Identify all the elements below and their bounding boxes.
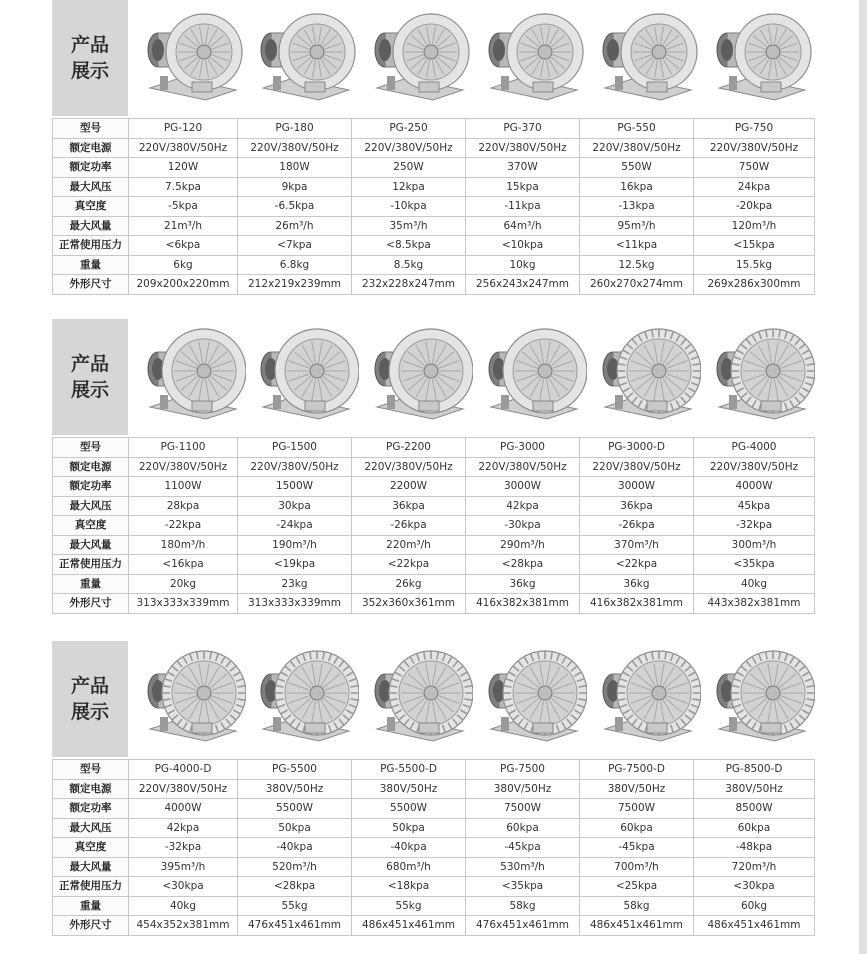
row-header: 真空度 [53, 838, 129, 858]
table-cell: -20kpa [694, 197, 815, 217]
table-row [53, 535, 815, 555]
table-cell: -48kpa [694, 838, 815, 858]
table-cell: <35kpa [466, 877, 580, 897]
table-cell: 64m³/h [466, 216, 580, 236]
table-cell: 15.5kg [694, 255, 815, 275]
row-header: 外形尺寸 [53, 916, 129, 936]
row-header: 最大风压 [53, 177, 129, 197]
table-cell: 380V/50Hz [466, 779, 580, 799]
table-cell: PG-120 [129, 119, 238, 139]
row-header: 最大风压 [53, 496, 129, 516]
table-cell: <19kpa [238, 555, 352, 575]
table-row [53, 216, 815, 236]
table-cell: <6kpa [129, 236, 238, 256]
table-cell: 20kg [129, 574, 238, 594]
table-cell: 55kg [238, 896, 352, 916]
table-cell: -32kpa [694, 516, 815, 536]
table-cell: 720m³/h [694, 857, 815, 877]
table-row [53, 197, 815, 217]
row-header: 型号 [53, 438, 129, 458]
blower-icon [705, 4, 815, 112]
row-header: 正常使用压力 [53, 236, 129, 256]
table-cell: 7.5kpa [129, 177, 238, 197]
table-cell: -11kpa [466, 197, 580, 217]
row-header: 额定电源 [53, 138, 129, 158]
blower-image [249, 323, 359, 431]
table-cell: 476x451x461mm [238, 916, 352, 936]
table-cell: 42kpa [129, 818, 238, 838]
table-cell: 26kg [352, 574, 466, 594]
table-cell: <10kpa [466, 236, 580, 256]
table-row [53, 916, 815, 936]
table-row [53, 555, 815, 575]
table-cell: <30kpa [129, 877, 238, 897]
table-cell: 220V/380V/50Hz [580, 138, 694, 158]
row-header: 最大风量 [53, 216, 129, 236]
blower-image [136, 323, 246, 431]
table-cell: 256x243x247mm [466, 275, 580, 295]
table-cell: <15kpa [694, 236, 815, 256]
table-cell: 232x228x247mm [352, 275, 466, 295]
table-cell: 530m³/h [466, 857, 580, 877]
table-cell: -26kpa [352, 516, 466, 536]
row-header: 真空度 [53, 516, 129, 536]
table-cell: 42kpa [466, 496, 580, 516]
table-cell: 3000W [466, 477, 580, 497]
table-cell: 4000W [694, 477, 815, 497]
table-cell: 40kg [129, 896, 238, 916]
product-block-3 [52, 641, 814, 936]
table-cell: 220V/380V/50Hz [129, 138, 238, 158]
table-cell: 212x219x239mm [238, 275, 352, 295]
page-edge-bar [859, 0, 867, 954]
table-cell: 2200W [352, 477, 466, 497]
table-cell: 300m³/h [694, 535, 815, 555]
blower-image [363, 323, 473, 431]
blower-icon [705, 645, 815, 753]
table-row [53, 158, 815, 178]
table-cell: 35m³/h [352, 216, 466, 236]
table-cell: 26m³/h [238, 216, 352, 236]
table-row [53, 594, 815, 614]
table-cell: PG-750 [694, 119, 815, 139]
table-cell: PG-1500 [238, 438, 352, 458]
table-cell: 520m³/h [238, 857, 352, 877]
row-header: 正常使用压力 [53, 555, 129, 575]
spec-table [52, 437, 815, 614]
table-row [53, 477, 815, 497]
table-cell: 60kpa [694, 818, 815, 838]
table-cell: 36kg [466, 574, 580, 594]
row-header: 型号 [53, 119, 129, 139]
table-cell: <22kpa [580, 555, 694, 575]
table-cell: PG-370 [466, 119, 580, 139]
table-cell: 55kg [352, 896, 466, 916]
table-cell: <18kpa [352, 877, 466, 897]
product-image-row [52, 641, 814, 759]
table-cell: 416x382x381mm [580, 594, 694, 614]
table-cell: 9kpa [238, 177, 352, 197]
table-row [53, 760, 815, 780]
blower-icon [705, 323, 815, 431]
table-cell: -10kpa [352, 197, 466, 217]
blower-icon [477, 645, 587, 753]
table-cell: 416x382x381mm [466, 594, 580, 614]
table-cell: 220V/380V/50Hz [694, 138, 815, 158]
table-cell: 23kg [238, 574, 352, 594]
row-header: 型号 [53, 760, 129, 780]
blower-image [136, 645, 246, 753]
table-cell: 60kg [694, 896, 815, 916]
table-row [53, 236, 815, 256]
blower-image [591, 645, 701, 753]
blower-image [705, 323, 815, 431]
row-header: 额定功率 [53, 799, 129, 819]
table-row [53, 119, 815, 139]
blower-image [249, 645, 359, 753]
table-cell: 12.5kg [580, 255, 694, 275]
blower-icon [136, 645, 246, 753]
table-cell: 220V/380V/50Hz [694, 457, 815, 477]
row-header: 最大风量 [53, 535, 129, 555]
table-cell: 220m³/h [352, 535, 466, 555]
table-row [53, 275, 815, 295]
table-cell: 30kpa [238, 496, 352, 516]
table-cell: 7500W [466, 799, 580, 819]
table-cell: -40kpa [238, 838, 352, 858]
table-cell: 36kpa [580, 496, 694, 516]
table-row [53, 857, 815, 877]
spec-table [52, 759, 815, 936]
table-cell: 220V/380V/50Hz [352, 138, 466, 158]
blower-image [363, 4, 473, 112]
product-display-label [52, 0, 128, 116]
table-cell: 220V/380V/50Hz [129, 779, 238, 799]
blower-icon [249, 4, 359, 112]
row-header: 额定功率 [53, 477, 129, 497]
table-cell: 680m³/h [352, 857, 466, 877]
table-cell: 260x270x274mm [580, 275, 694, 295]
blower-image [477, 4, 587, 112]
table-cell: <22kpa [352, 555, 466, 575]
row-header: 重量 [53, 896, 129, 916]
product-block-2 [52, 319, 814, 614]
table-row [53, 177, 815, 197]
blower-icon [591, 323, 701, 431]
row-header: 最大风量 [53, 857, 129, 877]
table-cell: 6kg [129, 255, 238, 275]
table-cell: 60kpa [580, 818, 694, 838]
table-cell: 1100W [129, 477, 238, 497]
row-header: 外形尺寸 [53, 275, 129, 295]
table-cell: 443x382x381mm [694, 594, 815, 614]
table-cell: PG-7500-D [580, 760, 694, 780]
table-cell: 454x352x381mm [129, 916, 238, 936]
label-text: 产品 展示 [70, 353, 109, 401]
table-cell: <11kpa [580, 236, 694, 256]
table-cell: PG-550 [580, 119, 694, 139]
table-cell: 4000W [129, 799, 238, 819]
table-cell: PG-7500 [466, 760, 580, 780]
blower-icon [477, 4, 587, 112]
blower-icon [477, 323, 587, 431]
table-cell: 220V/380V/50Hz [580, 457, 694, 477]
table-cell: -5kpa [129, 197, 238, 217]
product-block-1 [52, 0, 814, 295]
spec-table [52, 118, 815, 295]
table-cell: 6.8kg [238, 255, 352, 275]
table-cell: 380V/50Hz [580, 779, 694, 799]
table-cell: -6.5kpa [238, 197, 352, 217]
table-cell: 12kpa [352, 177, 466, 197]
table-cell: 50kpa [238, 818, 352, 838]
label-text: 产品 展示 [70, 34, 109, 82]
blower-image [705, 4, 815, 112]
table-cell: <7kpa [238, 236, 352, 256]
table-cell: 700m³/h [580, 857, 694, 877]
row-header: 重量 [53, 574, 129, 594]
row-header: 额定电源 [53, 457, 129, 477]
table-cell: 36kpa [352, 496, 466, 516]
table-cell: 5500W [238, 799, 352, 819]
table-cell: 3000W [580, 477, 694, 497]
row-header: 最大风压 [53, 818, 129, 838]
table-cell: -45kpa [580, 838, 694, 858]
table-cell: <30kpa [694, 877, 815, 897]
table-cell: PG-1100 [129, 438, 238, 458]
table-cell: 36kg [580, 574, 694, 594]
blower-icon [363, 645, 473, 753]
row-header: 额定功率 [53, 158, 129, 178]
table-cell: 1500W [238, 477, 352, 497]
table-cell: 209x200x220mm [129, 275, 238, 295]
label-text: 产品 展示 [70, 675, 109, 723]
table-cell: 28kpa [129, 496, 238, 516]
table-cell: 220V/380V/50Hz [238, 138, 352, 158]
blower-image [249, 4, 359, 112]
table-cell: 750W [694, 158, 815, 178]
blower-icon [136, 4, 246, 112]
row-header: 外形尺寸 [53, 594, 129, 614]
table-cell: 352x360x361mm [352, 594, 466, 614]
row-header: 真空度 [53, 197, 129, 217]
table-row [53, 799, 815, 819]
blower-image [136, 4, 246, 112]
blower-icon [249, 323, 359, 431]
table-cell: 395m³/h [129, 857, 238, 877]
table-row [53, 779, 815, 799]
table-cell: 370m³/h [580, 535, 694, 555]
table-cell: 120m³/h [694, 216, 815, 236]
blower-image [591, 323, 701, 431]
table-cell: 380V/50Hz [238, 779, 352, 799]
table-cell: 220V/380V/50Hz [352, 457, 466, 477]
table-cell: 290m³/h [466, 535, 580, 555]
table-cell: <25kpa [580, 877, 694, 897]
table-cell: -26kpa [580, 516, 694, 536]
table-cell: 180W [238, 158, 352, 178]
table-cell: 8500W [694, 799, 815, 819]
table-cell: 486x451x461mm [694, 916, 815, 936]
table-cell: 24kpa [694, 177, 815, 197]
table-cell: PG-180 [238, 119, 352, 139]
table-cell: 7500W [580, 799, 694, 819]
product-display-label [52, 319, 128, 435]
table-cell: 120W [129, 158, 238, 178]
table-cell: 15kpa [466, 177, 580, 197]
table-cell: -24kpa [238, 516, 352, 536]
table-cell: PG-3000 [466, 438, 580, 458]
table-cell: 476x451x461mm [466, 916, 580, 936]
table-cell: 180m³/h [129, 535, 238, 555]
table-cell: 50kpa [352, 818, 466, 838]
table-row [53, 574, 815, 594]
table-row [53, 457, 815, 477]
table-cell: 220V/380V/50Hz [129, 457, 238, 477]
table-cell: -22kpa [129, 516, 238, 536]
table-cell: 220V/380V/50Hz [466, 457, 580, 477]
table-cell: 95m³/h [580, 216, 694, 236]
table-cell: PG-4000-D [129, 760, 238, 780]
table-cell: -32kpa [129, 838, 238, 858]
table-cell: PG-4000 [694, 438, 815, 458]
table-cell: <8.5kpa [352, 236, 466, 256]
table-cell: 380V/50Hz [352, 779, 466, 799]
table-row [53, 877, 815, 897]
table-cell: 5500W [352, 799, 466, 819]
table-cell: 220V/380V/50Hz [466, 138, 580, 158]
blower-image [705, 645, 815, 753]
table-cell: 58kg [466, 896, 580, 916]
table-cell: 250W [352, 158, 466, 178]
table-row [53, 818, 815, 838]
table-cell: 313x333x339mm [129, 594, 238, 614]
table-cell: 190m³/h [238, 535, 352, 555]
table-cell: 313x333x339mm [238, 594, 352, 614]
table-cell: 380V/50Hz [694, 779, 815, 799]
blower-icon [136, 323, 246, 431]
blower-image [591, 4, 701, 112]
table-cell: 220V/380V/50Hz [238, 457, 352, 477]
blower-image [363, 645, 473, 753]
table-row [53, 438, 815, 458]
table-cell: <35kpa [694, 555, 815, 575]
table-cell: 269x286x300mm [694, 275, 815, 295]
row-header: 额定电源 [53, 779, 129, 799]
product-display-label [52, 641, 128, 757]
table-cell: 16kpa [580, 177, 694, 197]
table-cell: PG-3000-D [580, 438, 694, 458]
table-cell: -45kpa [466, 838, 580, 858]
product-image-row [52, 319, 814, 437]
table-cell: 486x451x461mm [580, 916, 694, 936]
table-cell: 8.5kg [352, 255, 466, 275]
table-cell: 40kg [694, 574, 815, 594]
table-cell: 58kg [580, 896, 694, 916]
table-cell: 60kpa [466, 818, 580, 838]
product-image-row [52, 0, 814, 118]
blower-icon [363, 4, 473, 112]
table-cell: -30kpa [466, 516, 580, 536]
table-cell: PG-5500-D [352, 760, 466, 780]
blower-icon [363, 323, 473, 431]
row-header: 重量 [53, 255, 129, 275]
table-row [53, 838, 815, 858]
table-row [53, 496, 815, 516]
table-row [53, 516, 815, 536]
table-cell: 45kpa [694, 496, 815, 516]
blower-icon [249, 645, 359, 753]
blower-image [477, 323, 587, 431]
blower-icon [591, 645, 701, 753]
table-cell: 370W [466, 158, 580, 178]
table-cell: -13kpa [580, 197, 694, 217]
row-header: 正常使用压力 [53, 877, 129, 897]
table-cell: 486x451x461mm [352, 916, 466, 936]
table-cell: PG-250 [352, 119, 466, 139]
table-cell: 10kg [466, 255, 580, 275]
table-row [53, 138, 815, 158]
table-cell: <28kpa [466, 555, 580, 575]
table-cell: 21m³/h [129, 216, 238, 236]
table-cell: <16kpa [129, 555, 238, 575]
table-cell: PG-8500-D [694, 760, 815, 780]
table-cell: -40kpa [352, 838, 466, 858]
table-row [53, 255, 815, 275]
blower-image [477, 645, 587, 753]
table-row [53, 896, 815, 916]
table-cell: PG-2200 [352, 438, 466, 458]
table-cell: PG-5500 [238, 760, 352, 780]
blower-icon [591, 4, 701, 112]
table-cell: <28kpa [238, 877, 352, 897]
table-cell: 550W [580, 158, 694, 178]
